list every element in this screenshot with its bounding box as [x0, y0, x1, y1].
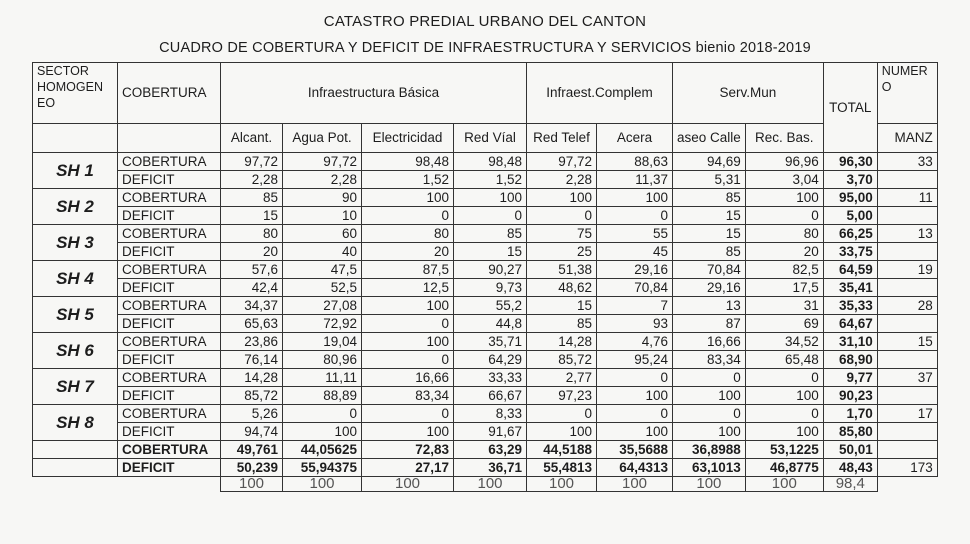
value-cell: 80 [221, 225, 283, 243]
numero-header: NUMER O [877, 63, 937, 124]
value-cell: 85 [454, 225, 527, 243]
value-cell: 31 [745, 297, 823, 315]
total-cell: 3,70 [823, 171, 877, 189]
value-cell: 100 [362, 333, 454, 351]
compl-infra-header: Infraest.Complem [527, 63, 673, 124]
sector-label: SH 8 [33, 405, 118, 441]
row-type-label: COBERTURA [118, 369, 221, 387]
value-cell: 93 [597, 315, 673, 333]
value-cell: 20 [745, 243, 823, 261]
value-cell: 45 [597, 243, 673, 261]
value-cell: 0 [283, 405, 362, 423]
value-cell: 57,6 [221, 261, 283, 279]
footer-value-cell: 100 [362, 477, 454, 492]
value-cell: 100 [673, 387, 746, 405]
manz-count-cell [877, 351, 937, 369]
table-row [33, 297, 938, 315]
manz-count-cell: 19 [877, 261, 937, 279]
value-cell: 40 [283, 243, 362, 261]
manz-count-cell: 17 [877, 405, 937, 423]
value-cell: 15 [527, 297, 597, 315]
manz-count-cell [877, 387, 937, 405]
column-header: Alcant. [221, 124, 283, 153]
value-cell: 5,26 [221, 405, 283, 423]
row-type-label: DEFICIT [118, 171, 221, 189]
sector-label: SH 1 [33, 153, 118, 189]
coverage-table [32, 62, 938, 492]
value-cell: 100 [745, 387, 823, 405]
total-cell: 9,77 [823, 369, 877, 387]
summary-spacer [33, 459, 118, 477]
manz-count-cell [877, 207, 937, 225]
value-cell: 0 [597, 405, 673, 423]
footer-value-cell: 100 [745, 477, 823, 492]
footer-value-cell: 100 [673, 477, 746, 492]
value-cell: 97,23 [527, 387, 597, 405]
column-header: Electricidad [362, 124, 454, 153]
row-type-label: COBERTURA [118, 333, 221, 351]
total-cell: 85,80 [823, 423, 877, 441]
value-cell: 0 [362, 315, 454, 333]
summary-total-cell: 50,01 [823, 441, 877, 459]
value-cell: 13 [673, 297, 746, 315]
value-cell: 10 [283, 207, 362, 225]
value-cell: 97,72 [283, 153, 362, 171]
total-cell: 68,90 [823, 351, 877, 369]
sector-label: SH 6 [33, 333, 118, 369]
summary-value-cell: 46,8775 [745, 459, 823, 477]
footer-spacer [118, 477, 221, 492]
total-header: TOTAL [823, 63, 877, 153]
row-type-label: DEFICIT [118, 387, 221, 405]
row-type-label: COBERTURA [118, 405, 221, 423]
total-cell: 35,41 [823, 279, 877, 297]
value-cell: 87,5 [362, 261, 454, 279]
summary-value-cell: 50,239 [221, 459, 283, 477]
value-cell: 100 [597, 423, 673, 441]
value-cell: 75 [527, 225, 597, 243]
serv-mun-header: Serv.Mun [673, 63, 824, 124]
row-type-label: DEFICIT [118, 243, 221, 261]
summary-row [33, 459, 938, 477]
value-cell: 35,71 [454, 333, 527, 351]
value-cell: 2,77 [527, 369, 597, 387]
value-cell: 80 [362, 225, 454, 243]
value-cell: 100 [745, 189, 823, 207]
value-cell: 29,16 [673, 279, 746, 297]
value-cell: 66,67 [454, 387, 527, 405]
value-cell: 72,92 [283, 315, 362, 333]
value-cell: 52,5 [283, 279, 362, 297]
row-type-label: DEFICIT [118, 315, 221, 333]
table-row [33, 405, 938, 423]
footer-value-cell: 100 [221, 477, 283, 492]
sector-label: SH 2 [33, 189, 118, 225]
value-cell: 69 [745, 315, 823, 333]
value-cell: 88,63 [597, 153, 673, 171]
value-cell: 83,34 [673, 351, 746, 369]
value-cell: 70,84 [597, 279, 673, 297]
total-cell: 31,10 [823, 333, 877, 351]
sector-header: SECTOR HOMOGEN EO [33, 63, 118, 124]
value-cell: 1,52 [454, 171, 527, 189]
value-cell: 0 [745, 369, 823, 387]
manz-count-cell [877, 423, 937, 441]
row-type-label: COBERTURA [118, 153, 221, 171]
summary-total-cell: 48,43 [823, 459, 877, 477]
table-row [33, 153, 938, 171]
value-cell: 100 [745, 423, 823, 441]
row-type-label: COBERTURA [118, 261, 221, 279]
column-header: aseo Calle [673, 124, 746, 153]
summary-value-cell: 44,05625 [283, 441, 362, 459]
value-cell: 34,37 [221, 297, 283, 315]
value-cell: 0 [673, 405, 746, 423]
value-cell: 9,73 [454, 279, 527, 297]
value-cell: 20 [221, 243, 283, 261]
value-cell: 100 [527, 423, 597, 441]
value-cell: 85,72 [527, 351, 597, 369]
value-cell: 16,66 [362, 369, 454, 387]
value-cell: 15 [673, 207, 746, 225]
value-cell: 100 [597, 189, 673, 207]
column-header: Red Telef [527, 124, 597, 153]
value-cell: 80 [745, 225, 823, 243]
value-cell: 15 [454, 243, 527, 261]
footer-spacer [877, 477, 937, 492]
value-cell: 98,48 [362, 153, 454, 171]
value-cell: 48,62 [527, 279, 597, 297]
manz-count-cell: 33 [877, 153, 937, 171]
table-row [33, 387, 938, 405]
footer-spacer [33, 477, 118, 492]
value-cell: 11,11 [283, 369, 362, 387]
footer-value-cell: 100 [597, 477, 673, 492]
table-row [33, 351, 938, 369]
column-header: Rec. Bas. [745, 124, 823, 153]
total-cell: 90,23 [823, 387, 877, 405]
value-cell: 0 [597, 207, 673, 225]
value-cell: 94,74 [221, 423, 283, 441]
value-cell: 27,08 [283, 297, 362, 315]
total-cell: 1,70 [823, 405, 877, 423]
value-cell: 2,28 [221, 171, 283, 189]
value-cell: 100 [362, 189, 454, 207]
row-type-label: COBERTURA [118, 225, 221, 243]
manz-count-cell [877, 279, 937, 297]
summary-value-cell: 55,94375 [283, 459, 362, 477]
total-cell: 64,59 [823, 261, 877, 279]
total-cell: 5,00 [823, 207, 877, 225]
footer-value-cell: 100 [454, 477, 527, 492]
value-cell: 47,5 [283, 261, 362, 279]
value-cell: 76,14 [221, 351, 283, 369]
total-cell: 95,00 [823, 189, 877, 207]
summary-value-cell: 49,761 [221, 441, 283, 459]
summary-value-cell: 35,5688 [597, 441, 673, 459]
row-type-label: DEFICIT [118, 279, 221, 297]
column-header: Acera [597, 124, 673, 153]
value-cell: 42,4 [221, 279, 283, 297]
manz-count-cell [877, 315, 937, 333]
value-cell: 60 [283, 225, 362, 243]
value-cell: 14,28 [527, 333, 597, 351]
footer-value-cell: 100 [283, 477, 362, 492]
column-header: Red Víal [454, 124, 527, 153]
value-cell: 65,63 [221, 315, 283, 333]
value-cell: 0 [745, 207, 823, 225]
page-subtitle: CUADRO DE COBERTURA Y DEFICIT DE INFRAESTRUCTURA Y SERVICIOS bienio 2018-2019 [159, 40, 811, 56]
value-cell: 95,24 [597, 351, 673, 369]
table-row [33, 279, 938, 297]
value-cell: 100 [597, 387, 673, 405]
value-cell: 91,67 [454, 423, 527, 441]
value-cell: 0 [362, 351, 454, 369]
value-cell: 0 [454, 207, 527, 225]
value-cell: 5,31 [673, 171, 746, 189]
sector-label: SH 4 [33, 261, 118, 297]
value-cell: 100 [283, 423, 362, 441]
value-cell: 97,72 [221, 153, 283, 171]
value-cell: 29,16 [597, 261, 673, 279]
value-cell: 2,28 [527, 171, 597, 189]
summary-value-cell: 36,8988 [673, 441, 746, 459]
value-cell: 0 [673, 369, 746, 387]
value-cell: 97,72 [527, 153, 597, 171]
manz-header: MANZ [877, 124, 937, 153]
page-title: CATASTRO PREDIAL URBANO DEL CANTON [323, 13, 647, 30]
value-cell: 20 [362, 243, 454, 261]
value-cell: 16,66 [673, 333, 746, 351]
table-row [33, 423, 938, 441]
summary-row [33, 441, 938, 459]
value-cell: 34,52 [745, 333, 823, 351]
value-cell: 44,8 [454, 315, 527, 333]
value-cell: 82,5 [745, 261, 823, 279]
table-row [33, 171, 938, 189]
table-row [33, 261, 938, 279]
row-type-label: COBERTURA [118, 297, 221, 315]
value-cell: 11,37 [597, 171, 673, 189]
footer-total-cell: 98,4 [823, 477, 877, 492]
column-header: Agua Pot. [283, 124, 362, 153]
summary-value-cell: 64,4313 [597, 459, 673, 477]
value-cell: 0 [745, 405, 823, 423]
manz-count-cell: 28 [877, 297, 937, 315]
basic-infra-header: Infraestructura Básica [221, 63, 527, 124]
total-cell: 33,75 [823, 243, 877, 261]
table-row [33, 315, 938, 333]
value-cell: 8,33 [454, 405, 527, 423]
value-cell: 100 [362, 423, 454, 441]
summary-value-cell: 44,5188 [527, 441, 597, 459]
value-cell: 23,86 [221, 333, 283, 351]
summary-value-cell: 53,1225 [745, 441, 823, 459]
sector-label: SH 3 [33, 225, 118, 261]
row-type-label: DEFICIT [118, 423, 221, 441]
value-cell: 4,76 [597, 333, 673, 351]
value-cell: 0 [597, 369, 673, 387]
value-cell: 100 [673, 423, 746, 441]
sector-label: SH 5 [33, 297, 118, 333]
value-cell: 90 [283, 189, 362, 207]
value-cell: 55,2 [454, 297, 527, 315]
value-cell: 0 [527, 207, 597, 225]
manz-count-cell: 15 [877, 333, 937, 351]
cobertura-header: COBERTURA [118, 63, 221, 124]
sector-label: SH 7 [33, 369, 118, 405]
value-cell: 85,72 [221, 387, 283, 405]
total-cell: 96,30 [823, 153, 877, 171]
value-cell: 100 [362, 297, 454, 315]
value-cell: 33,33 [454, 369, 527, 387]
row-type-label: DEFICIT [118, 207, 221, 225]
value-cell: 96,96 [745, 153, 823, 171]
value-cell: 12,5 [362, 279, 454, 297]
value-cell: 100 [454, 189, 527, 207]
summary-value-cell: 27,17 [362, 459, 454, 477]
value-cell: 1,52 [362, 171, 454, 189]
manz-count-cell: 11 [877, 189, 937, 207]
summary-value-cell: 72,83 [362, 441, 454, 459]
value-cell: 85 [673, 189, 746, 207]
footer-row [33, 477, 938, 492]
value-cell: 80,96 [283, 351, 362, 369]
summary-type-label: DEFICIT [118, 459, 221, 477]
value-cell: 65,48 [745, 351, 823, 369]
value-cell: 51,38 [527, 261, 597, 279]
table-row [33, 369, 938, 387]
value-cell: 25 [527, 243, 597, 261]
value-cell: 14,28 [221, 369, 283, 387]
table-row [33, 189, 938, 207]
summary-value-cell: 63,29 [454, 441, 527, 459]
value-cell: 94,69 [673, 153, 746, 171]
manz-count-cell: 13 [877, 225, 937, 243]
value-cell: 87 [673, 315, 746, 333]
total-cell: 66,25 [823, 225, 877, 243]
summary-value-cell: 36,71 [454, 459, 527, 477]
total-cell: 64,67 [823, 315, 877, 333]
value-cell: 90,27 [454, 261, 527, 279]
row-type-label: DEFICIT [118, 351, 221, 369]
value-cell: 7 [597, 297, 673, 315]
value-cell: 85 [527, 315, 597, 333]
table-row [33, 207, 938, 225]
row-type-label: COBERTURA [118, 189, 221, 207]
total-cell: 35,33 [823, 297, 877, 315]
value-cell: 55 [597, 225, 673, 243]
value-cell: 0 [527, 405, 597, 423]
manz-count-cell: 37 [877, 369, 937, 387]
value-cell: 19,04 [283, 333, 362, 351]
table-row [33, 333, 938, 351]
summary-value-cell: 63,1013 [673, 459, 746, 477]
value-cell: 98,48 [454, 153, 527, 171]
table-row [33, 225, 938, 243]
table-row [33, 243, 938, 261]
value-cell: 88,89 [283, 387, 362, 405]
value-cell: 17,5 [745, 279, 823, 297]
value-cell: 2,28 [283, 171, 362, 189]
summary-manz-cell [877, 441, 937, 459]
value-cell: 85 [221, 189, 283, 207]
manz-count-cell [877, 171, 937, 189]
footer-value-cell: 100 [527, 477, 597, 492]
value-cell: 83,34 [362, 387, 454, 405]
summary-spacer [33, 441, 118, 459]
summary-value-cell: 55,4813 [527, 459, 597, 477]
value-cell: 15 [221, 207, 283, 225]
value-cell: 100 [527, 189, 597, 207]
value-cell: 70,84 [673, 261, 746, 279]
summary-manz-cell: 173 [877, 459, 937, 477]
value-cell: 3,04 [745, 171, 823, 189]
value-cell: 0 [362, 207, 454, 225]
value-cell: 0 [362, 405, 454, 423]
value-cell: 64,29 [454, 351, 527, 369]
manz-count-cell [877, 243, 937, 261]
value-cell: 85 [673, 243, 746, 261]
summary-type-label: COBERTURA [118, 441, 221, 459]
value-cell: 15 [673, 225, 746, 243]
